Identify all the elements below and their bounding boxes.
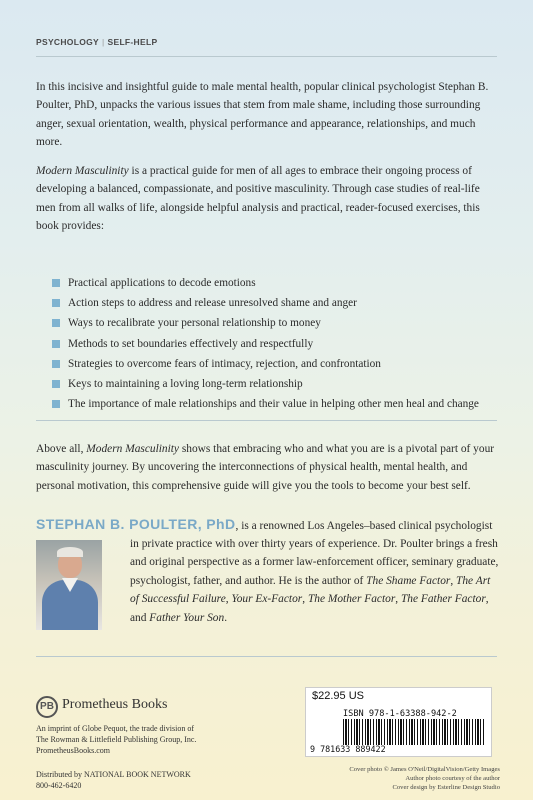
features-list	[52, 273, 502, 414]
author-book-3: Your Ex-Factor	[231, 593, 303, 606]
book-title-inline: Modern Masculinity	[36, 165, 129, 177]
category-label	[36, 37, 157, 47]
category-psychology: PSYCHOLOGY	[36, 37, 99, 47]
description-paragraph-1: In this incisive and insightful guide to male mental health, popular clinical psychologist Stephan B. Poulter, PhD, unpacks the various issues that stem from male shame, including those surrounding anger, sexual orientation, wealth, physical performance and appearance, relationships, and much more.	[36, 81, 489, 149]
category-separator: |	[101, 37, 105, 47]
author-name: STEPHAN B. POULTER, PhD	[36, 516, 236, 532]
author-book-5: The Father Factor	[400, 593, 486, 606]
description-paragraph-3	[36, 440, 498, 495]
author-book-6: Father Your Son	[149, 611, 225, 624]
publisher-imprint-line-2: The Rowman & Littlefield Publishing Group, Inc.	[36, 735, 197, 744]
price-label: $22.95 US	[312, 690, 364, 702]
list-item: Methods to set boundaries effectively and respectfully	[52, 334, 502, 354]
author-photo	[36, 540, 102, 630]
paragraph-2-text: is a practical guide for men of all ages to embrace their ongoing process of developing a balanced, compassionate, and positive masculinity. Through case studies of real-life men from all walks of life, alongside helpful analysis and practical, reader-focused exercises, this book provides:	[36, 165, 480, 233]
publisher-website: PrometheusBooks.com	[36, 746, 110, 755]
publisher-name: Prometheus Books	[62, 697, 168, 712]
middle-rule	[36, 420, 497, 421]
category-self-help: SELF-HELP	[107, 37, 158, 47]
description-paragraph-2	[36, 162, 498, 236]
list-item: Ways to recalibrate your personal relationship to money	[52, 313, 502, 333]
paragraph-3-start: Above all,	[36, 443, 87, 455]
top-rule	[36, 56, 497, 57]
list-item: Practical applications to decode emotions	[52, 273, 502, 293]
distributor-line: Distributed by NATIONAL BOOK NETWORK	[36, 770, 191, 779]
bottom-rule	[36, 656, 497, 657]
barcode-bars	[343, 719, 485, 745]
book-title-inline: Modern Masculinity	[86, 443, 179, 455]
distributor-phone: 800-462-6420	[36, 781, 82, 790]
author-bio-text: in private practice with over thirty years of experience. Dr. Poulter brings a fresh and original perspective as a former law-enforcement officer, seminary graduate, psychologist, father, and author. He is the author of	[130, 538, 499, 587]
list-item: Strategies to overcome fears of intimacy, rejection, and confrontation	[52, 354, 502, 374]
author-photo-credit: Author photo courtesy of the author	[405, 775, 500, 782]
author-bio: in private practice with over thirty years of experience. Dr. Poulter brings a fresh and original perspective as a former law-enforcement officer, seminary graduate, psychologist, father, and author. He is the author of The Shame Factor, The Art of Successful Failure, Your Ex-Factor, The Mother Factor, The Father Factor, and Father Your Son.	[130, 538, 499, 624]
cover-design-credit: Cover design by Esterline Design Studio	[392, 784, 500, 791]
list-item: Action steps to address and release unresolved shame and anger	[52, 293, 502, 313]
barcode-digits: 9 781633 889422	[310, 744, 386, 754]
list-item: Keys to maintaining a loving long-term relationship	[52, 374, 502, 394]
author-bio-line-1: , is a renowned Los Angeles–based clinical psychologist	[235, 520, 493, 532]
paragraph-3-text: shows that embracing who and what you are is a pivotal part of your masculinity journey. By uncovering the interconnections of physical health, mental health, and personal motivation, this comprehensive guide will give you the tools to become your best self.	[36, 443, 495, 492]
author-book-2: The Art of Successful Failure	[130, 574, 491, 606]
author-bio-first-line	[36, 515, 498, 535]
cover-photo-credit: Cover photo © James O'Neil/DigitalVision/Getty Images	[349, 766, 500, 773]
publisher-imprint-line-1: An imprint of Globe Pequot, the trade division of	[36, 724, 194, 733]
isbn-label: ISBN 978-1-63388-942-2	[343, 709, 457, 719]
list-item: The importance of male relationships and their value in helping other men heal and change	[52, 394, 502, 414]
author-book-4: The Mother Factor	[307, 593, 396, 606]
author-book-1: The Shame Factor	[366, 574, 451, 587]
publisher-logo-icon: PB	[36, 696, 58, 718]
